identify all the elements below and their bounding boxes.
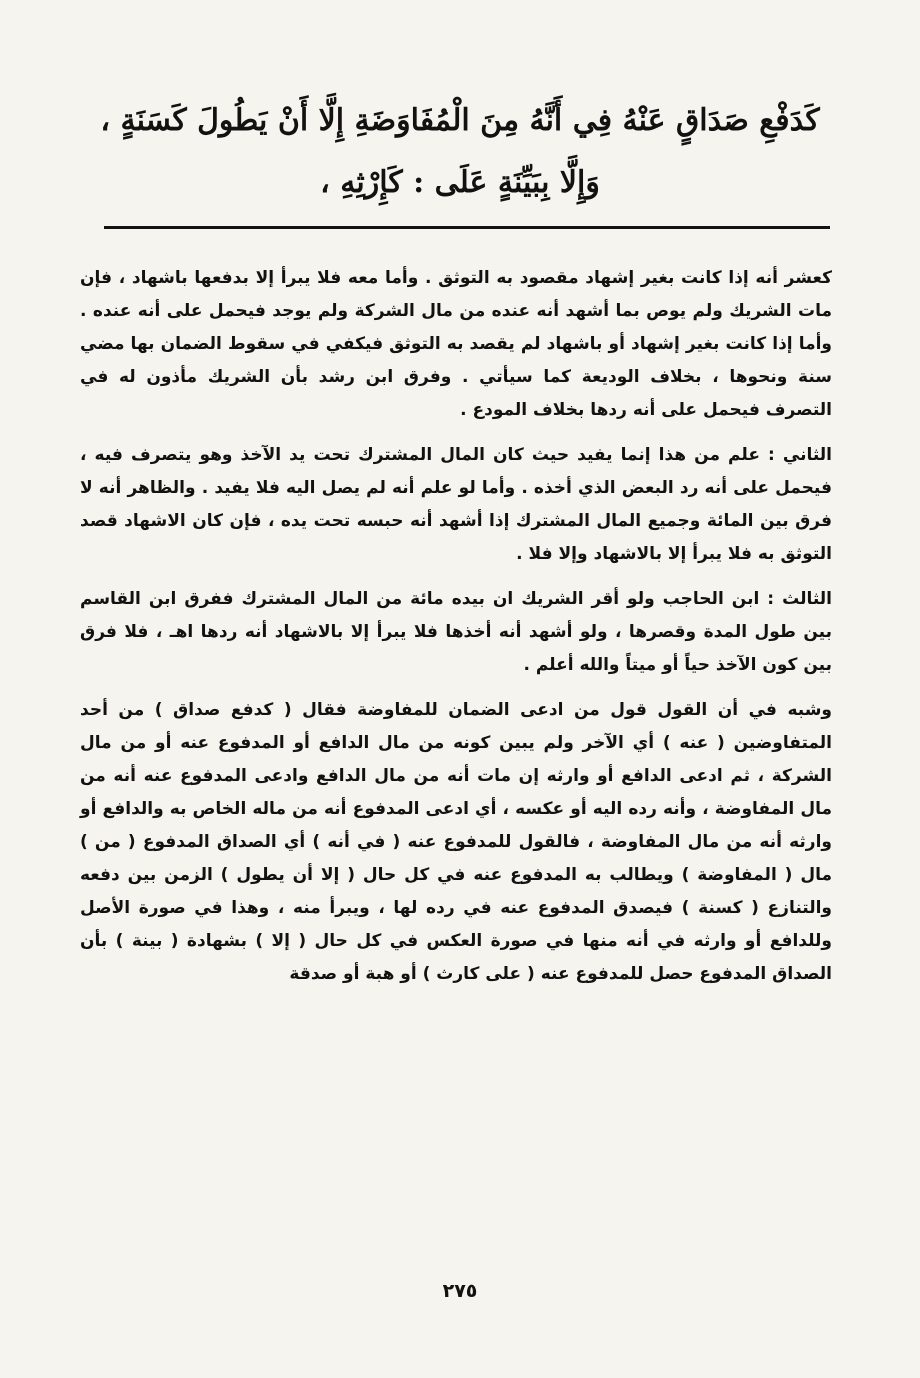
paragraph-3: الثالث : ابن الحاجب ولو أقر الشريك ان بيده مائة من المال المشترك ففرق ابن القاسم بين طول المدة وقصرها ، ولو أشهد أنه أخذها فلا يبرأ إلا بالاشهاد أنه ردها اهـ ، فلا فرق بين كون الآخذ حياً أو ميتاً والله أعلم . (80, 589, 832, 675)
header-divider (104, 226, 830, 229)
paragraph-1: كعشر أنه إذا كانت بغير إشهاد مقصود به التوثق . وأما معه فلا يبرأ إلا بدفعها باشهاد ، فإن مات الشريك ولم يوص بما أشهد أنه عنده من مال الشركة ولم يوجد فيحمل على أنه عنده . وأما إذا كانت بغير إشهاد أو باشهاد لم يقصد به التوثق فيكفي في سقوط الضمان بها مضي سنة ونحوها ، بخلاف الوديعة كما سيأتي . وفرق ابن رشد بأن الشريك مأذون له في التصرف فيحمل على أنه ردها بخلاف المودع . (80, 268, 832, 420)
section-header (80, 90, 840, 214)
header-line-2: وَإِلَّا بِبَيِّنَةٍ عَلَى : كَإِرْثِهِ ، (320, 165, 600, 200)
page-number: ٢٧٥ (442, 1280, 478, 1302)
commentary-body (80, 262, 832, 1003)
paragraph-2: الثاني : علم من هذا إنما يفيد حيث كان المال المشترك تحت يد الآخذ وهو يتصرف فيه ، فيحمل على أنه رد البعض الذي أخذه . وأما لو علم أنه لم يصل اليه فلا يفيد . والظاهر أنه لا فرق بين المائة وجميع المال المشترك إذا أشهد أنه حبسه تحت يده ، فإن كان الاشهاد قصد التوثق به فلا يبرأ إلا بالاشهاد وإلا فلا . (80, 445, 832, 564)
paragraph-4: وشبه في أن القول قول من ادعى الضمان للمفاوضة فقال ( كدفع صداق ) من أحد المتفاوضين ( عنه ) أي الآخر ولم يبين كونه من مال الدافع أو المدفوع عنه أو من مال الشركة ، ثم ادعى الدافع أو وارثه إن مات أنه من مال الدافع وادعى المدفوع عنه أنه من مال المفاوضة ، وأنه رده اليه أو عكسه ، أي ادعى المدفوع أنه من ماله الخاص به والدافع أو وارثه أنه من مال المفاوضة ، فالقول للمدفوع عنه ( في أنه ) أي الصداق المدفوع ( من ) مال ( المفاوضة ) ويطالب به المدفوع عنه في كل حال ( إلا أن يطول ) الزمن بين دفعه والتنازع ( كسنة ) فيصدق المدفوع عنه في رده لها ، ويبرأ منه ، وهذا في صورة الأصل وللدافع أو وارثه في أنه منها في صورة العكس في كل حال ( إلا ) بشهادة ( بينة ) بأن الصداق المدفوع حصل للمدفوع عنه ( على كارث ) أو هبة أو صدقة (80, 700, 832, 984)
header-line-1: كَدَفْعِ صَدَاقٍ عَنْهُ فِي أَنَّهُ مِنَ الْمُفَاوَضَةِ إِلَّا أَنْ يَطُولَ كَسَنَةٍ ، (100, 103, 820, 138)
